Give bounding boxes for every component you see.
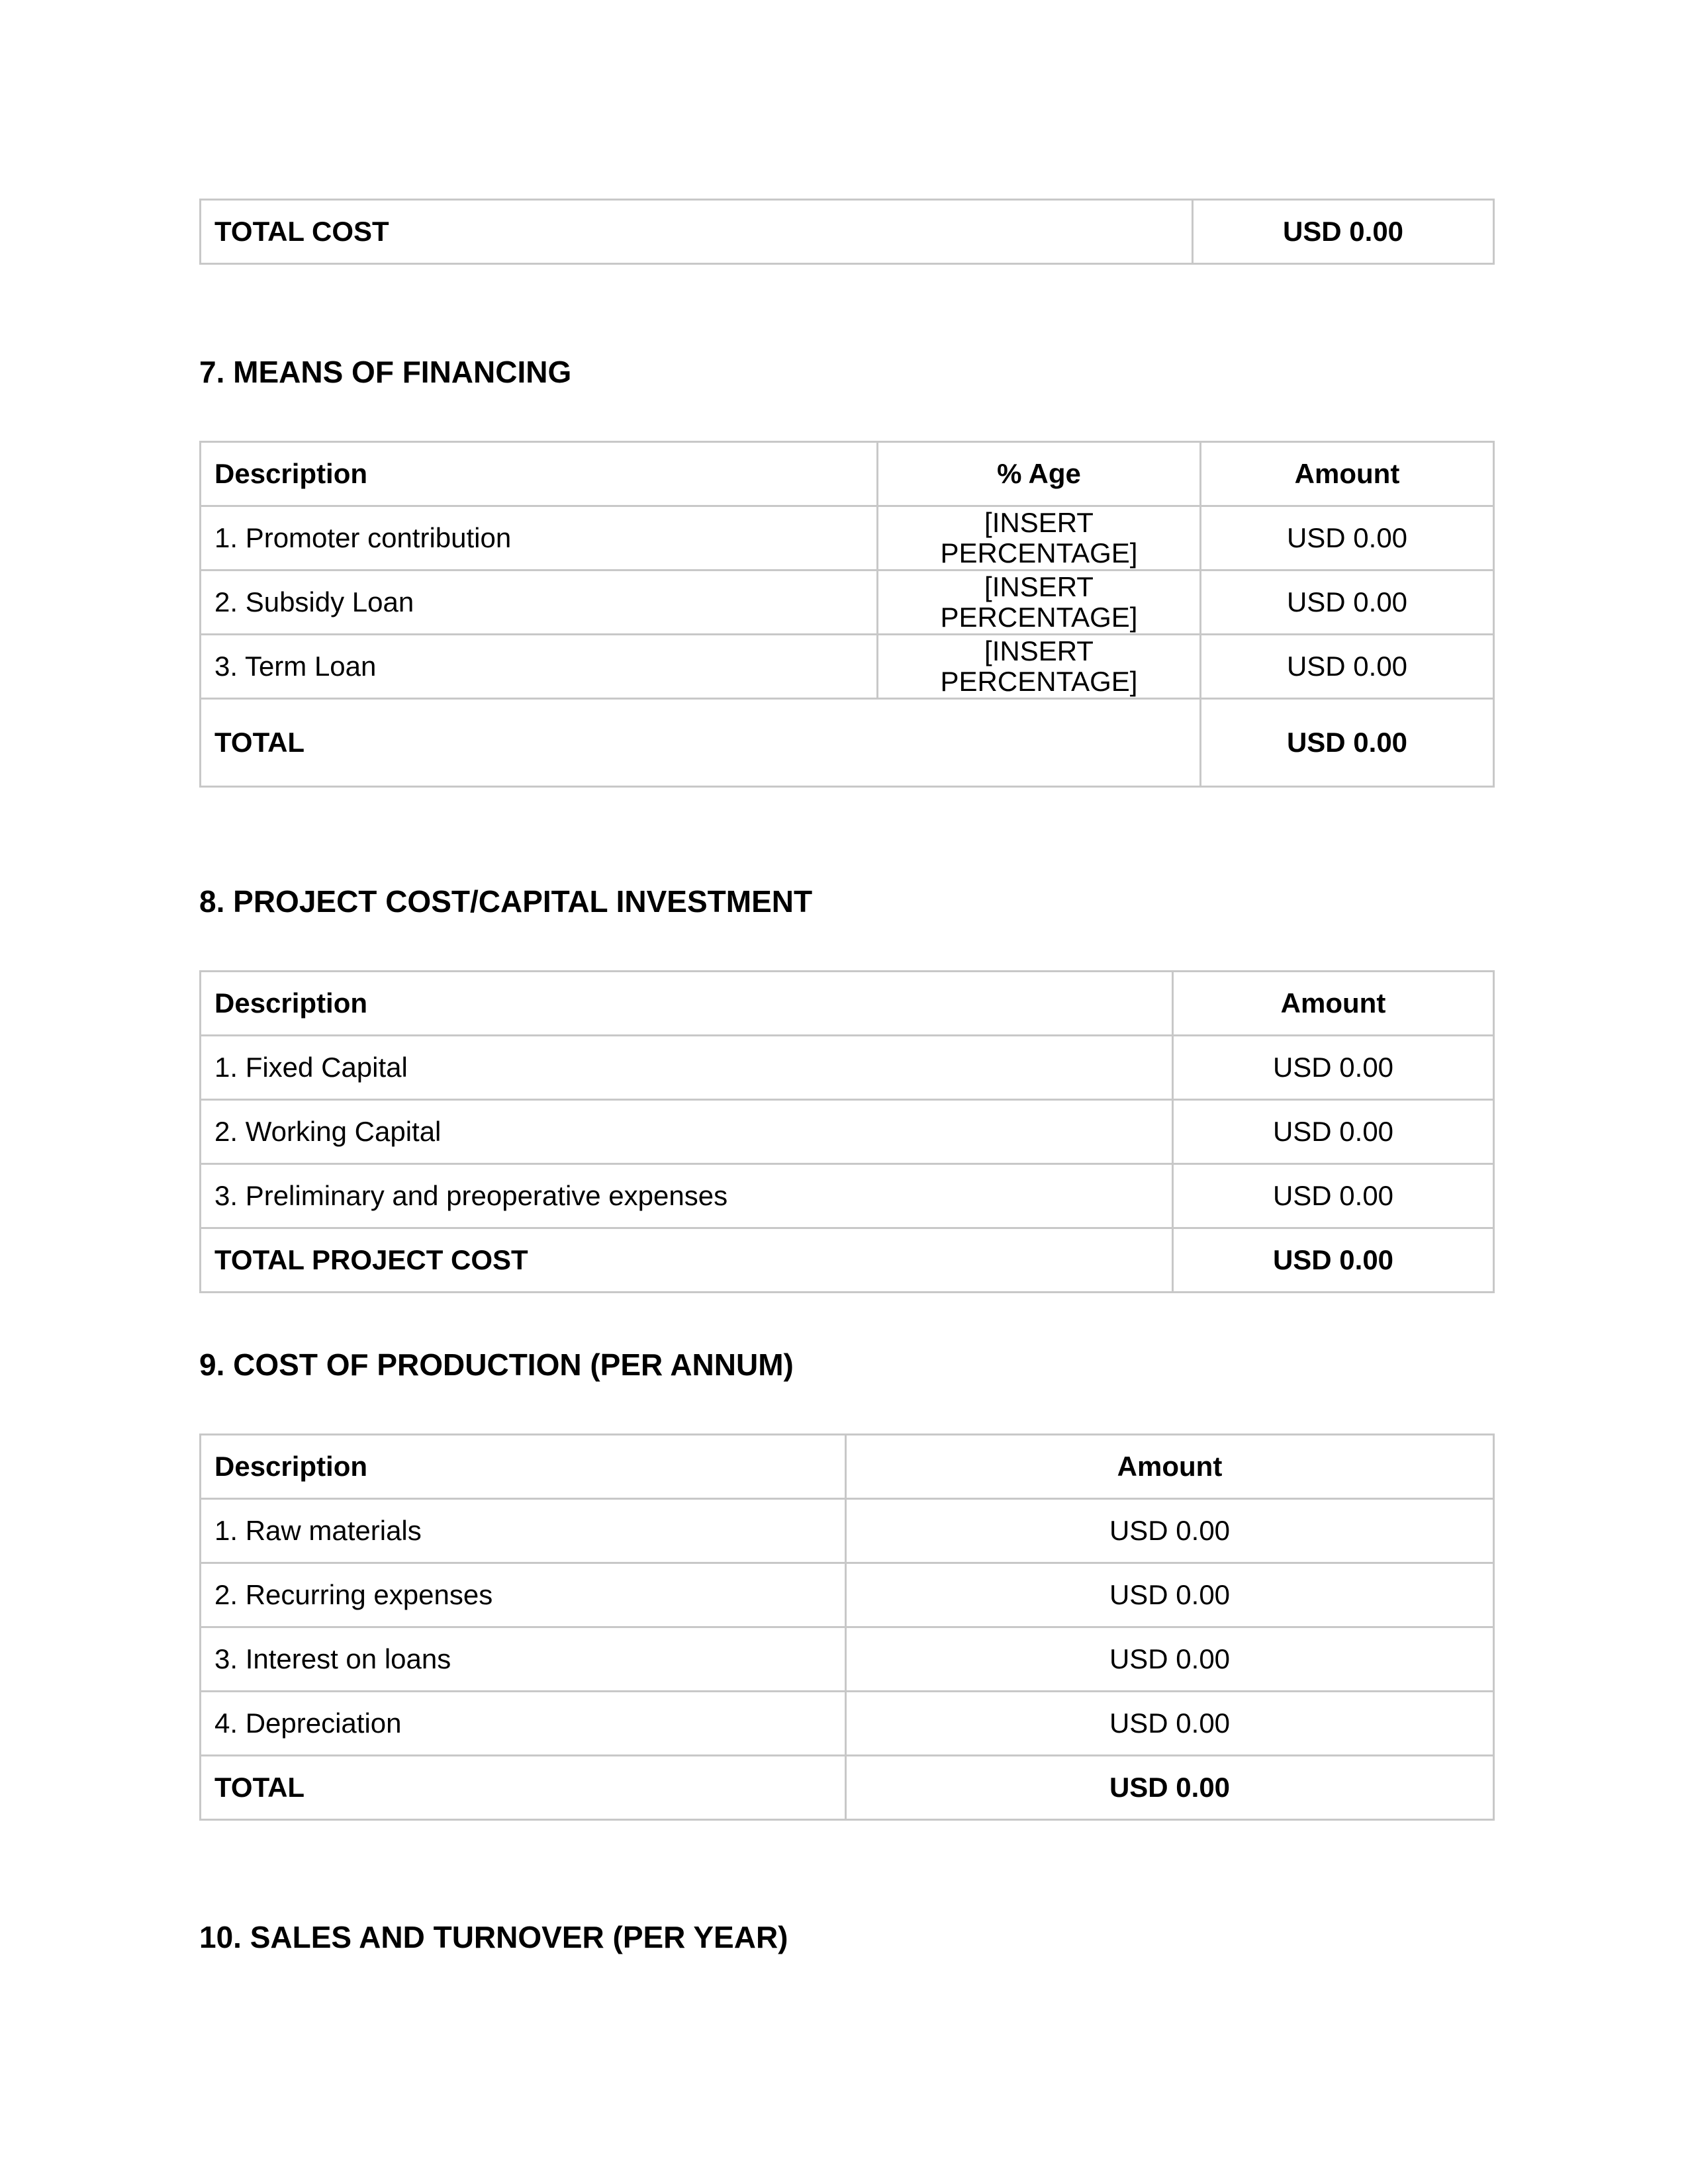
sales-and-turnover-heading: 10. SALES AND TURNOVER (PER YEAR) [199, 1920, 788, 1954]
row-description: 4. Depreciation [201, 1692, 846, 1756]
column-header-amount: Amount [1173, 972, 1494, 1036]
row-percent: [INSERT PERCENTAGE] [878, 570, 1201, 635]
row-amount: USD 0.00 [846, 1563, 1494, 1627]
column-header-amount: Amount [846, 1435, 1494, 1499]
table-header-row [201, 972, 1494, 1036]
row-description: 1. Raw materials [201, 1499, 846, 1563]
column-header-description: Description [201, 1435, 846, 1499]
table-header-row [201, 442, 1494, 506]
table-row [201, 1692, 1494, 1756]
total-cost-row [201, 200, 1494, 264]
total-label: TOTAL PROJECT COST [201, 1228, 1173, 1293]
row-description: 2. Recurring expenses [201, 1563, 846, 1627]
row-description: 1. Fixed Capital [201, 1036, 1173, 1100]
means-of-financing-table [199, 441, 1495, 788]
table-row [201, 1036, 1494, 1100]
row-amount: USD 0.00 [846, 1499, 1494, 1563]
table-total-row [201, 1756, 1494, 1820]
column-header-description: Description [201, 972, 1173, 1036]
table-row [201, 1627, 1494, 1692]
project-cost-heading: 8. PROJECT COST/CAPITAL INVESTMENT [199, 884, 813, 919]
row-amount: USD 0.00 [1201, 570, 1494, 635]
cost-of-production-heading: 9. COST OF PRODUCTION (PER ANNUM) [199, 1347, 794, 1382]
total-label: TOTAL [201, 699, 1201, 787]
column-header-amount: Amount [1201, 442, 1494, 506]
table-total-row [201, 699, 1494, 787]
project-cost-table [199, 970, 1495, 1293]
table-row [201, 506, 1494, 570]
total-amount: USD 0.00 [1173, 1228, 1494, 1293]
row-amount: USD 0.00 [1201, 506, 1494, 570]
table-row [201, 1164, 1494, 1228]
table-row [201, 1499, 1494, 1563]
column-header-description: Description [201, 442, 878, 506]
total-cost-label: TOTAL COST [201, 200, 1193, 264]
total-label: TOTAL [201, 1756, 846, 1820]
row-percent: [INSERT PERCENTAGE] [878, 506, 1201, 570]
total-cost-table [199, 199, 1495, 265]
row-amount: USD 0.00 [1173, 1164, 1494, 1228]
row-amount: USD 0.00 [1173, 1100, 1494, 1164]
table-row [201, 1100, 1494, 1164]
means-of-financing-heading: 7. MEANS OF FINANCING [199, 355, 572, 389]
row-percent: [INSERT PERCENTAGE] [878, 635, 1201, 699]
table-header-row [201, 1435, 1494, 1499]
column-header-percent: % Age [878, 442, 1201, 506]
row-amount: USD 0.00 [1201, 635, 1494, 699]
table-total-row [201, 1228, 1494, 1293]
table-row [201, 570, 1494, 635]
row-description: 3. Preliminary and preoperative expenses [201, 1164, 1173, 1228]
table-row [201, 635, 1494, 699]
row-amount: USD 0.00 [846, 1692, 1494, 1756]
table-row [201, 1563, 1494, 1627]
row-description: 2. Subsidy Loan [201, 570, 878, 635]
row-amount: USD 0.00 [1173, 1036, 1494, 1100]
row-amount: USD 0.00 [846, 1627, 1494, 1692]
row-description: 2. Working Capital [201, 1100, 1173, 1164]
row-description: 3. Interest on loans [201, 1627, 846, 1692]
row-description: 3. Term Loan [201, 635, 878, 699]
row-description: 1. Promoter contribution [201, 506, 878, 570]
total-amount: USD 0.00 [846, 1756, 1494, 1820]
total-cost-amount: USD 0.00 [1193, 200, 1494, 264]
cost-of-production-table [199, 1433, 1495, 1821]
total-amount: USD 0.00 [1201, 699, 1494, 787]
